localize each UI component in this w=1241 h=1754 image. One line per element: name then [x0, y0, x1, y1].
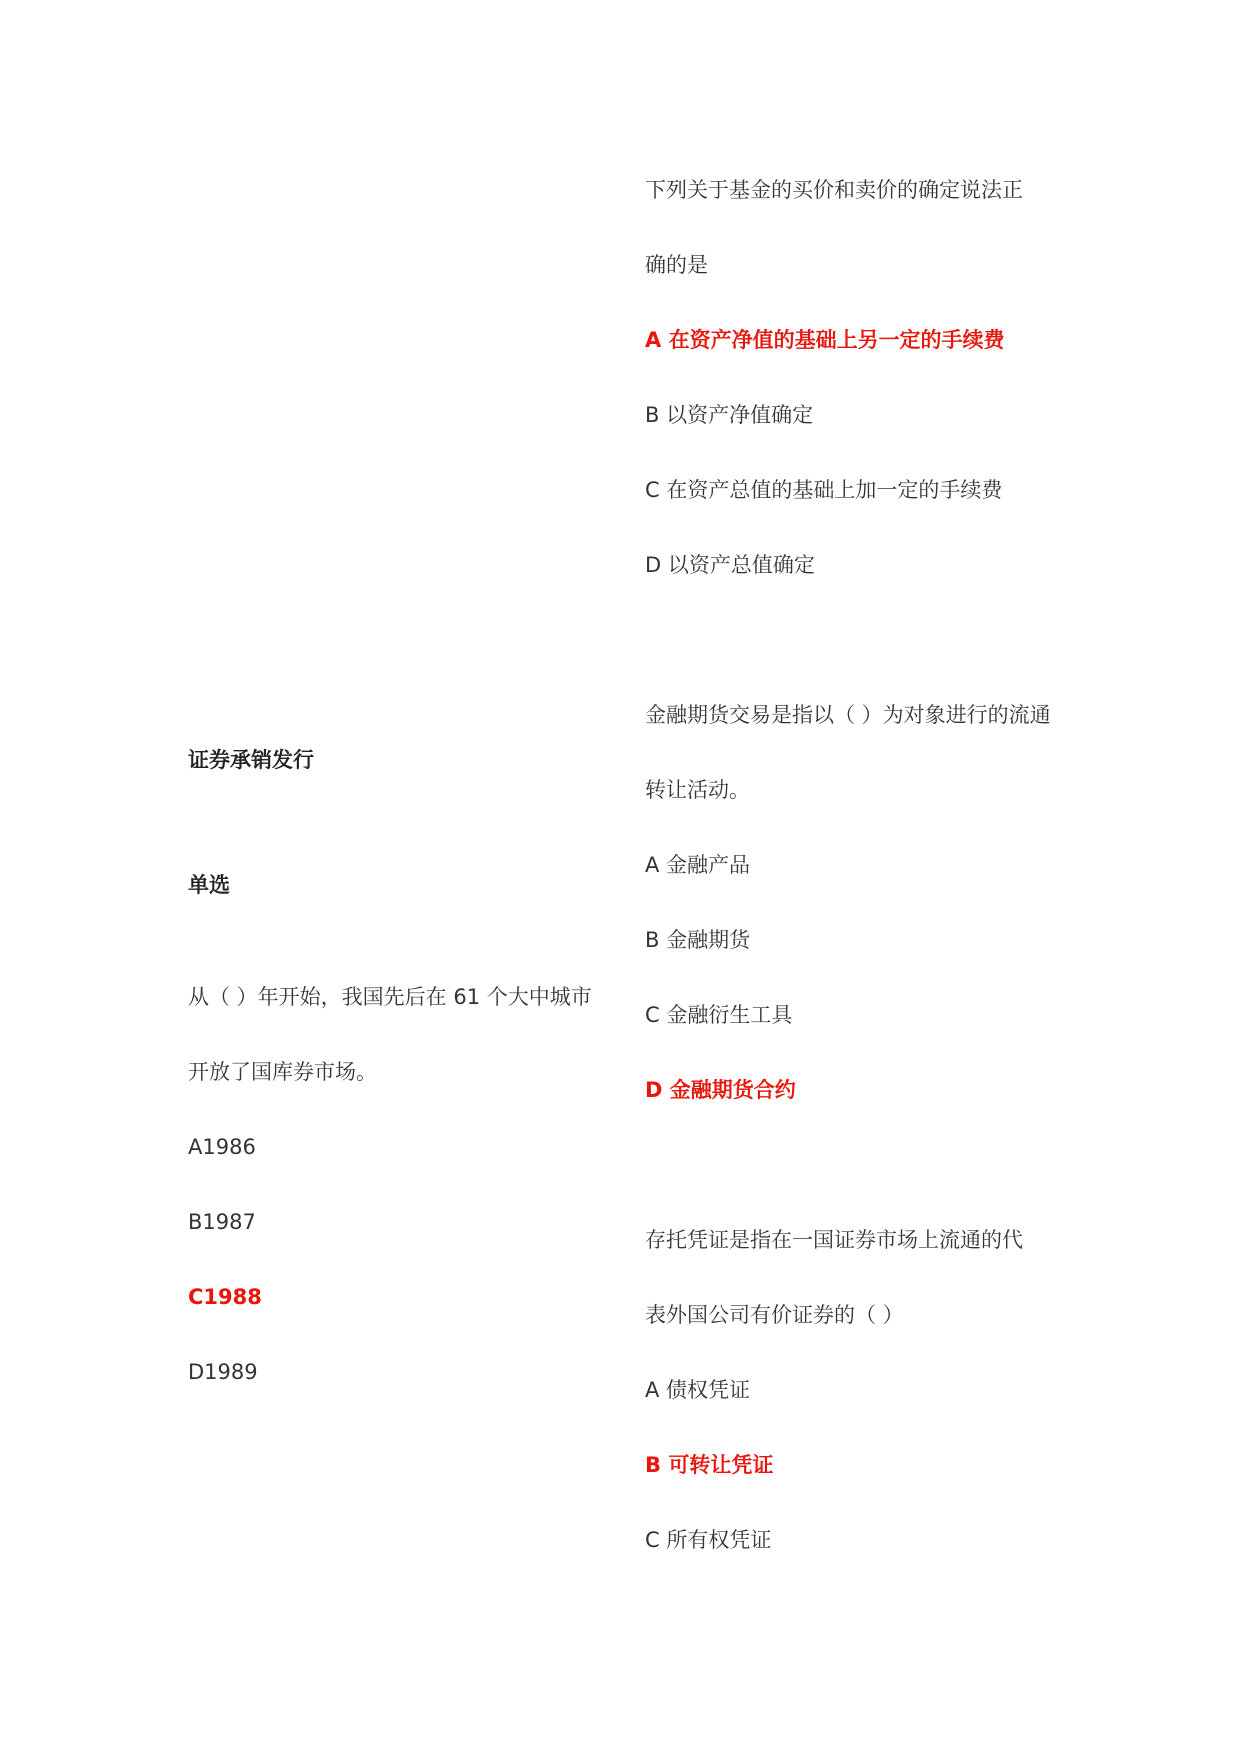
question-stem: 转让活动。 — [645, 778, 750, 802]
question-stem: 存托凭证是指在一国证券市场上流通的代 — [645, 1228, 1023, 1252]
option: A 债权凭证 — [645, 1378, 751, 1402]
option: C 所有权凭证 — [645, 1528, 772, 1552]
option-correct: B 可转让凭证 — [645, 1453, 774, 1477]
option: A 金融产品 — [645, 853, 751, 877]
question-stem: 金融期货交易是指以（ ）为对象进行的流通 — [645, 703, 1051, 727]
option: D1989 — [188, 1360, 258, 1384]
question-stem: 表外国公司有价证券的（ ） — [645, 1303, 904, 1327]
option-correct: C1988 — [188, 1285, 262, 1309]
option: A1986 — [188, 1135, 256, 1159]
option: B1987 — [188, 1210, 256, 1234]
option: C 金融衍生工具 — [645, 1003, 793, 1027]
question-stem: 确的是 — [645, 253, 708, 277]
option: C 在资产总值的基础上加一定的手续费 — [645, 478, 1003, 502]
question-stem: 下列关于基金的买价和卖价的确定说法正 — [645, 178, 1023, 202]
question-type-label: 单选 — [188, 873, 230, 897]
question-stem: 开放了国库券市场。 — [188, 1060, 377, 1084]
option: B 以资产净值确定 — [645, 403, 814, 427]
section-title: 证券承销发行 — [188, 748, 314, 772]
question-stem: 从（ ）年开始，我国先后在 61 个大中城市 — [188, 985, 592, 1009]
option-correct: A 在资产净值的基础上另一定的手续费 — [645, 328, 1005, 352]
option: B 金融期货 — [645, 928, 751, 952]
option-correct: D 金融期货合约 — [645, 1078, 796, 1102]
option: D 以资产总值确定 — [645, 553, 815, 577]
